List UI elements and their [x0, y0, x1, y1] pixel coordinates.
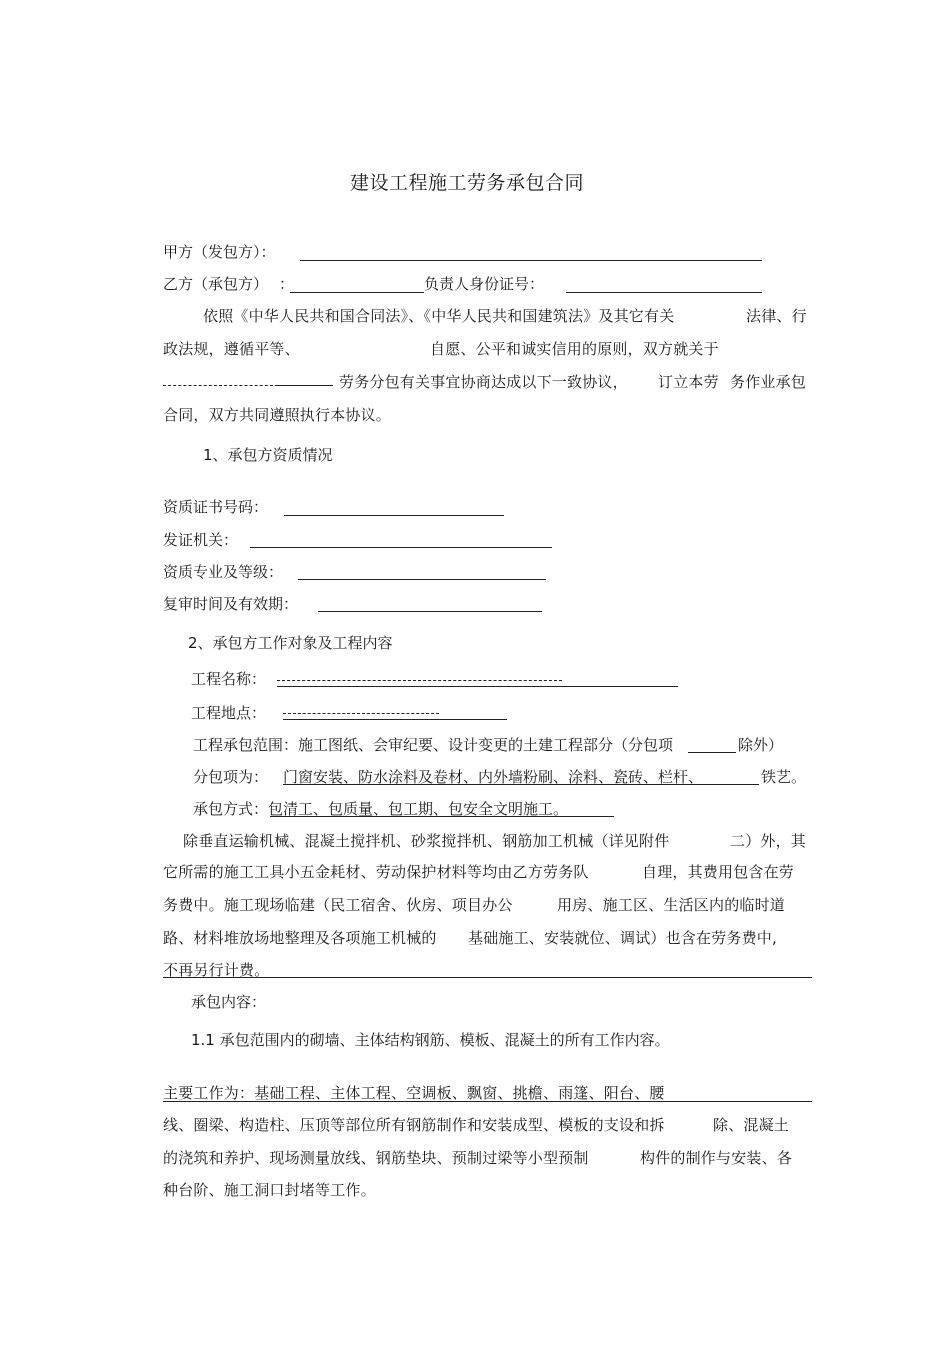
- party-b-label: 乙方（承包方）: [163, 275, 269, 293]
- party-b-colon: ：: [279, 275, 295, 293]
- scope-blank[interactable]: [688, 752, 736, 753]
- preamble-line-4: 合同，双方共同遵照执行本协议。: [163, 406, 392, 424]
- cert-number-blank[interactable]: [284, 515, 504, 516]
- content-item-1-1: 1.1 承包范围内的砌墙、主体结构钢筋、模板、混凝土的所有工作内容。: [191, 1031, 670, 1049]
- para-line-4b: 基础施工、安装就位、调试）也含在劳务费中,: [468, 929, 777, 947]
- review-label: 复审时间及有效期：: [163, 595, 299, 613]
- party-b-blank[interactable]: [290, 292, 424, 293]
- project-site-blank[interactable]: [283, 719, 507, 720]
- content-line-2b: 除、混凝土: [713, 1116, 790, 1134]
- para-line-1b: 二）外，其: [730, 832, 807, 850]
- subcontract-tail: 铁艺。: [761, 768, 807, 786]
- para-line-5: 不再另行计费。: [163, 961, 270, 979]
- project-name-blank[interactable]: [277, 686, 678, 687]
- section-1-heading: 1、承包方资质情况: [203, 446, 333, 464]
- grade-blank[interactable]: [298, 579, 546, 580]
- cert-number-label: 资质证书号码：: [163, 498, 269, 516]
- para-underline: [163, 977, 812, 978]
- grade-label: 资质专业及等级：: [163, 563, 284, 581]
- scope-text: 工程承包范围：施工图纸、会审纪要、设计变更的土建工程部分（分包项: [193, 736, 674, 754]
- id-number-label: 负责人身份证号：: [424, 275, 545, 293]
- project-blank-solid[interactable]: [278, 385, 333, 386]
- contract-method-underline: [270, 816, 614, 817]
- project-blank-dashed[interactable]: [163, 385, 278, 386]
- para-line-3a: 务费中。施工现场临建（民工宿舍、伙房、项目办公: [163, 896, 513, 914]
- content-line-3a: 的浇筑和养护、现场测量放线、钢筋垫块、预制过梁等小型预制: [163, 1149, 589, 1167]
- preamble-line-1b: 法律、行: [746, 307, 807, 325]
- subcontract-underline: [283, 784, 759, 785]
- preamble-line-3a: 劳务分包有关事宜协商达成以下一致协议，: [339, 373, 628, 391]
- main-work-underline: [163, 1101, 812, 1102]
- content-line-2a: 线、圈梁、构造柱、压顶等部位所有钢筋制作和安装成型、模板的支设和拆: [163, 1116, 665, 1134]
- subcontract-label: 分包项为：: [193, 768, 269, 786]
- content-line-3b: 构件的制作与安装、各: [640, 1149, 793, 1167]
- content-label: 承包内容：: [191, 993, 267, 1011]
- project-site-dashed: [283, 713, 439, 714]
- document-title: 建设工程施工劳务承包合同: [350, 172, 585, 194]
- project-name-label: 工程名称：: [191, 670, 267, 688]
- subcontract-items: 门窗安装、防水涂料及卷材、内外墙粉刷、涂料、瓷砖、栏杆、: [283, 768, 704, 786]
- party-a-label: 甲方（发包方）：: [163, 243, 276, 261]
- para-line-2b: 自理，其费用包含在劳: [642, 863, 795, 881]
- project-name-dashed: [277, 680, 562, 681]
- issuer-label: 发证机关：: [163, 531, 239, 549]
- para-line-4a: 路、材料堆放场地整理及各项施工机械的: [163, 929, 437, 947]
- content-line-4: 种台阶、施工洞口封堵等工作。: [163, 1181, 376, 1199]
- scope-text-tail: 除外）: [738, 736, 784, 754]
- party-a-blank[interactable]: [300, 260, 762, 261]
- main-work-line: 主要工作为：基础工程、主体工程、空调板、飘窗、挑檐、雨篷、阳台、腰: [163, 1084, 665, 1102]
- preamble-line-2a: 政法规，遵循平等、: [163, 340, 300, 358]
- preamble-line-2b: 自愿、公平和诚实信用的原则，双方就关于: [430, 340, 719, 358]
- para-line-2a: 它所需的施工工具小五金耗材、劳动保护材料等均由乙方劳务队: [163, 863, 589, 881]
- preamble-line-3c: 务作业承包: [730, 373, 807, 391]
- preamble-line-1a: 依照《中华人民共和国合同法》、《中华人民共和国建筑法》及其它有关: [203, 307, 675, 325]
- para-line-1a: 除垂直运输机械、混凝土搅拌机、砂浆搅拌机、钢筋加工机械（详见附件: [183, 832, 670, 850]
- review-blank[interactable]: [318, 611, 542, 612]
- section-2-heading: 2、承包方工作对象及工程内容: [188, 634, 393, 652]
- preamble-line-3b: 订立本劳: [658, 373, 719, 391]
- para-line-3b: 用房、施工区、生活区内的临时道: [557, 896, 786, 914]
- issuer-blank[interactable]: [250, 547, 552, 548]
- id-number-blank[interactable]: [566, 292, 762, 293]
- contract-method: 承包方式：包清工、包质量、包工期、包安全文明施工。: [193, 800, 569, 818]
- project-site-label: 工程地点：: [191, 704, 267, 722]
